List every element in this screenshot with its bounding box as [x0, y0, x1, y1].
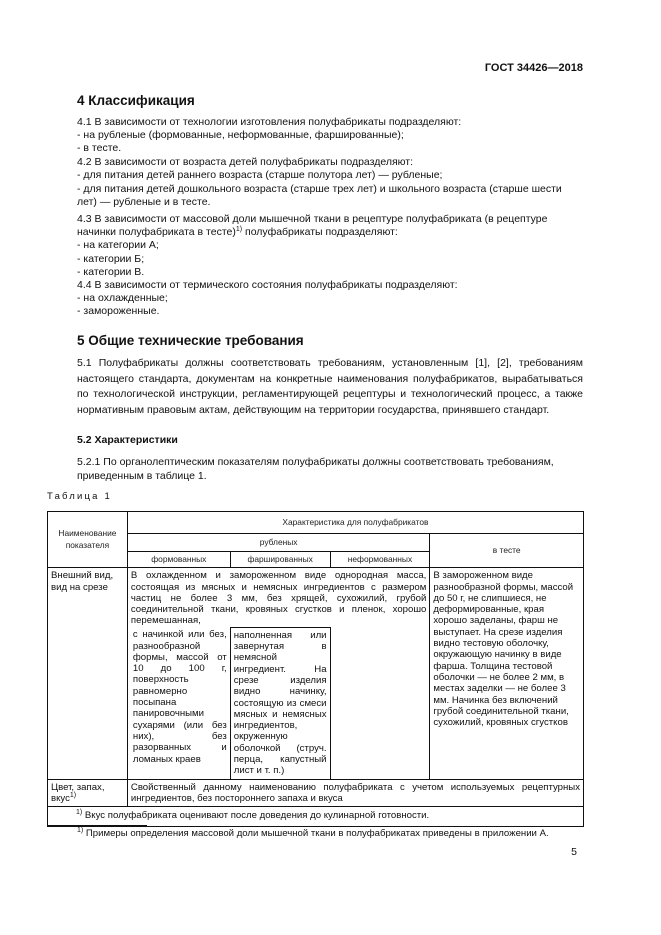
section-5-title: 5 Общие технические требования [77, 333, 304, 348]
section-4-title: 4 Классификация [77, 93, 195, 108]
list-item: - на охлажденные; [77, 292, 168, 305]
list-item: - категории В. [77, 265, 145, 278]
header-name-col: Наименование показателя [48, 512, 128, 568]
paragraph: 4.1 В зависимости от технологии изготовления полуфабрикаты подразделяют: [77, 116, 462, 128]
row-name-appearance: Внешний вид, вид на срезе [48, 568, 128, 779]
section-5-1 [77, 356, 583, 418]
cell-color-value: Свойственный данному наименованию полуфабриката с учетом используемых рецептурных ингредиентов, без постороннего запаха и вкуса [127, 779, 583, 807]
header-char-col: Характеристика для полуфабрикатов [127, 512, 583, 534]
footnote-divider [47, 825, 147, 826]
page-number: 5 [571, 846, 577, 858]
header-chopped: рубленых [127, 534, 429, 552]
paragraph: 5.2.1 По органолептическим показателям полуфабрикаты должны соответствовать требованиям, приведенным в таблице 1. [77, 456, 554, 482]
header-dough: в тесте [430, 534, 584, 568]
paragraph-text: полуфабрикаты подразделяют: [245, 226, 398, 239]
header-stuffed: фаршированных [230, 552, 330, 568]
paragraph: 5.1 Полуфабрикаты должны соответствовать требованиям, установленным [1], [2], требованиям настоящего стандарта, документам на конкретные наименования полуфабрикатов, вырабатываться по технологической инструкции, регламентирующей рецептуры и технологический процесс, а также нормативным правовым актам, действующим на территории государства, принявшего стандарт. [77, 357, 583, 416]
cell-formed: с начинкой или без, разнообразной формы, массой от 10 до 100 г, поверхность равномерно посыпана панировочными сухарями (или без них), без разорванных и ломаных краев [127, 627, 230, 779]
row-name-color [48, 779, 128, 807]
table-caption: Таблица 1 [47, 491, 112, 502]
page-footnote [77, 828, 549, 839]
paragraph: 4.4 В зависимости от термического состояния полуфабрикаты подразделяют: [77, 278, 458, 291]
paragraph: 4.2 В зависимости от возраста детей полуфабрикаты подразделяют: [77, 155, 414, 168]
document-id: ГОСТ 34426—2018 [484, 62, 583, 74]
list-item: - категории Б; [77, 252, 145, 265]
section-5-2-1 [77, 455, 583, 483]
paragraph [77, 213, 583, 239]
cell-dough: В замороженном виде разнообразной формы, массой до 50 г, не слипшиеся, не деформированные, края хорошо заделаны, фарш не выступает. На срезе изделия видно тестовую оболочку, окружающую начинку в виде фарша. Толщина тестовой оболочки — не более 2 мм, в местах заделки — не более 3 мм. Начинка без включений грубой соединительной ткани, сухожилий, кровяных сгустков [430, 568, 584, 779]
list-item: - замороженные. [77, 305, 160, 318]
footnote-mark: 1) [76, 809, 83, 817]
cell-chopped-common: В охлажденном и замороженном виде однородная масса, состоящая из мясных и немясных ингредиентов с размером частиц не более 3 мм, без хрящей, сухожилий, грубой соединительной ткани, кровяных сгустков и пленок, хорошо перемешанная, [127, 568, 429, 627]
list-item: - в тесте. [77, 142, 122, 155]
footnote-text: Примеры определения массовой доли мышечной ткани в полуфабрикатах приведены в приложении А. [85, 828, 549, 839]
header-formed: формованных [127, 552, 230, 568]
header-unformed: неформованных [330, 552, 430, 568]
paragraph-text: 4.3 В зависимости от массовой доли мышечной ткани в рецептуре полуфабриката (в рецептуре начинки полуфабриката в тесте) [77, 212, 548, 239]
footnote-ref: 1) [69, 791, 77, 799]
organoleptic-table [47, 511, 584, 827]
cell-unformed [330, 627, 430, 779]
footnote-ref: 1) [235, 226, 243, 234]
footnote-text: Вкус полуфабриката оценивают после доведения до кулинарной готовности. [84, 810, 430, 822]
list-item: - на категории А; [77, 239, 159, 252]
subsection-title: 5.2 Характеристики [77, 434, 178, 446]
footnote-mark: 1) [77, 827, 84, 834]
cell-stuffed: наполненная или завернутая в немясной ингредиент. На срезе изделия видно начинку, состоящую из смеси мясных и немясных ингредиентов, окруженную оболочкой (струч. перца, капустный лист и т. п.) [230, 627, 330, 779]
table-footnote [48, 807, 584, 826]
list-item: - на рубленые (формованные, неформованные, фаршированные); [77, 129, 404, 142]
list-item: - для питания детей дошкольного возраста (старше трех лет) и школьного возраста (старше шести лет) — рубленые и в тесте. [77, 182, 562, 208]
list-item: - для питания детей раннего возраста (старше полутора лет) — рубленые; [77, 168, 443, 181]
row-name-text: Цвет, запах, вкус [51, 781, 105, 804]
section-4-body [77, 116, 583, 319]
